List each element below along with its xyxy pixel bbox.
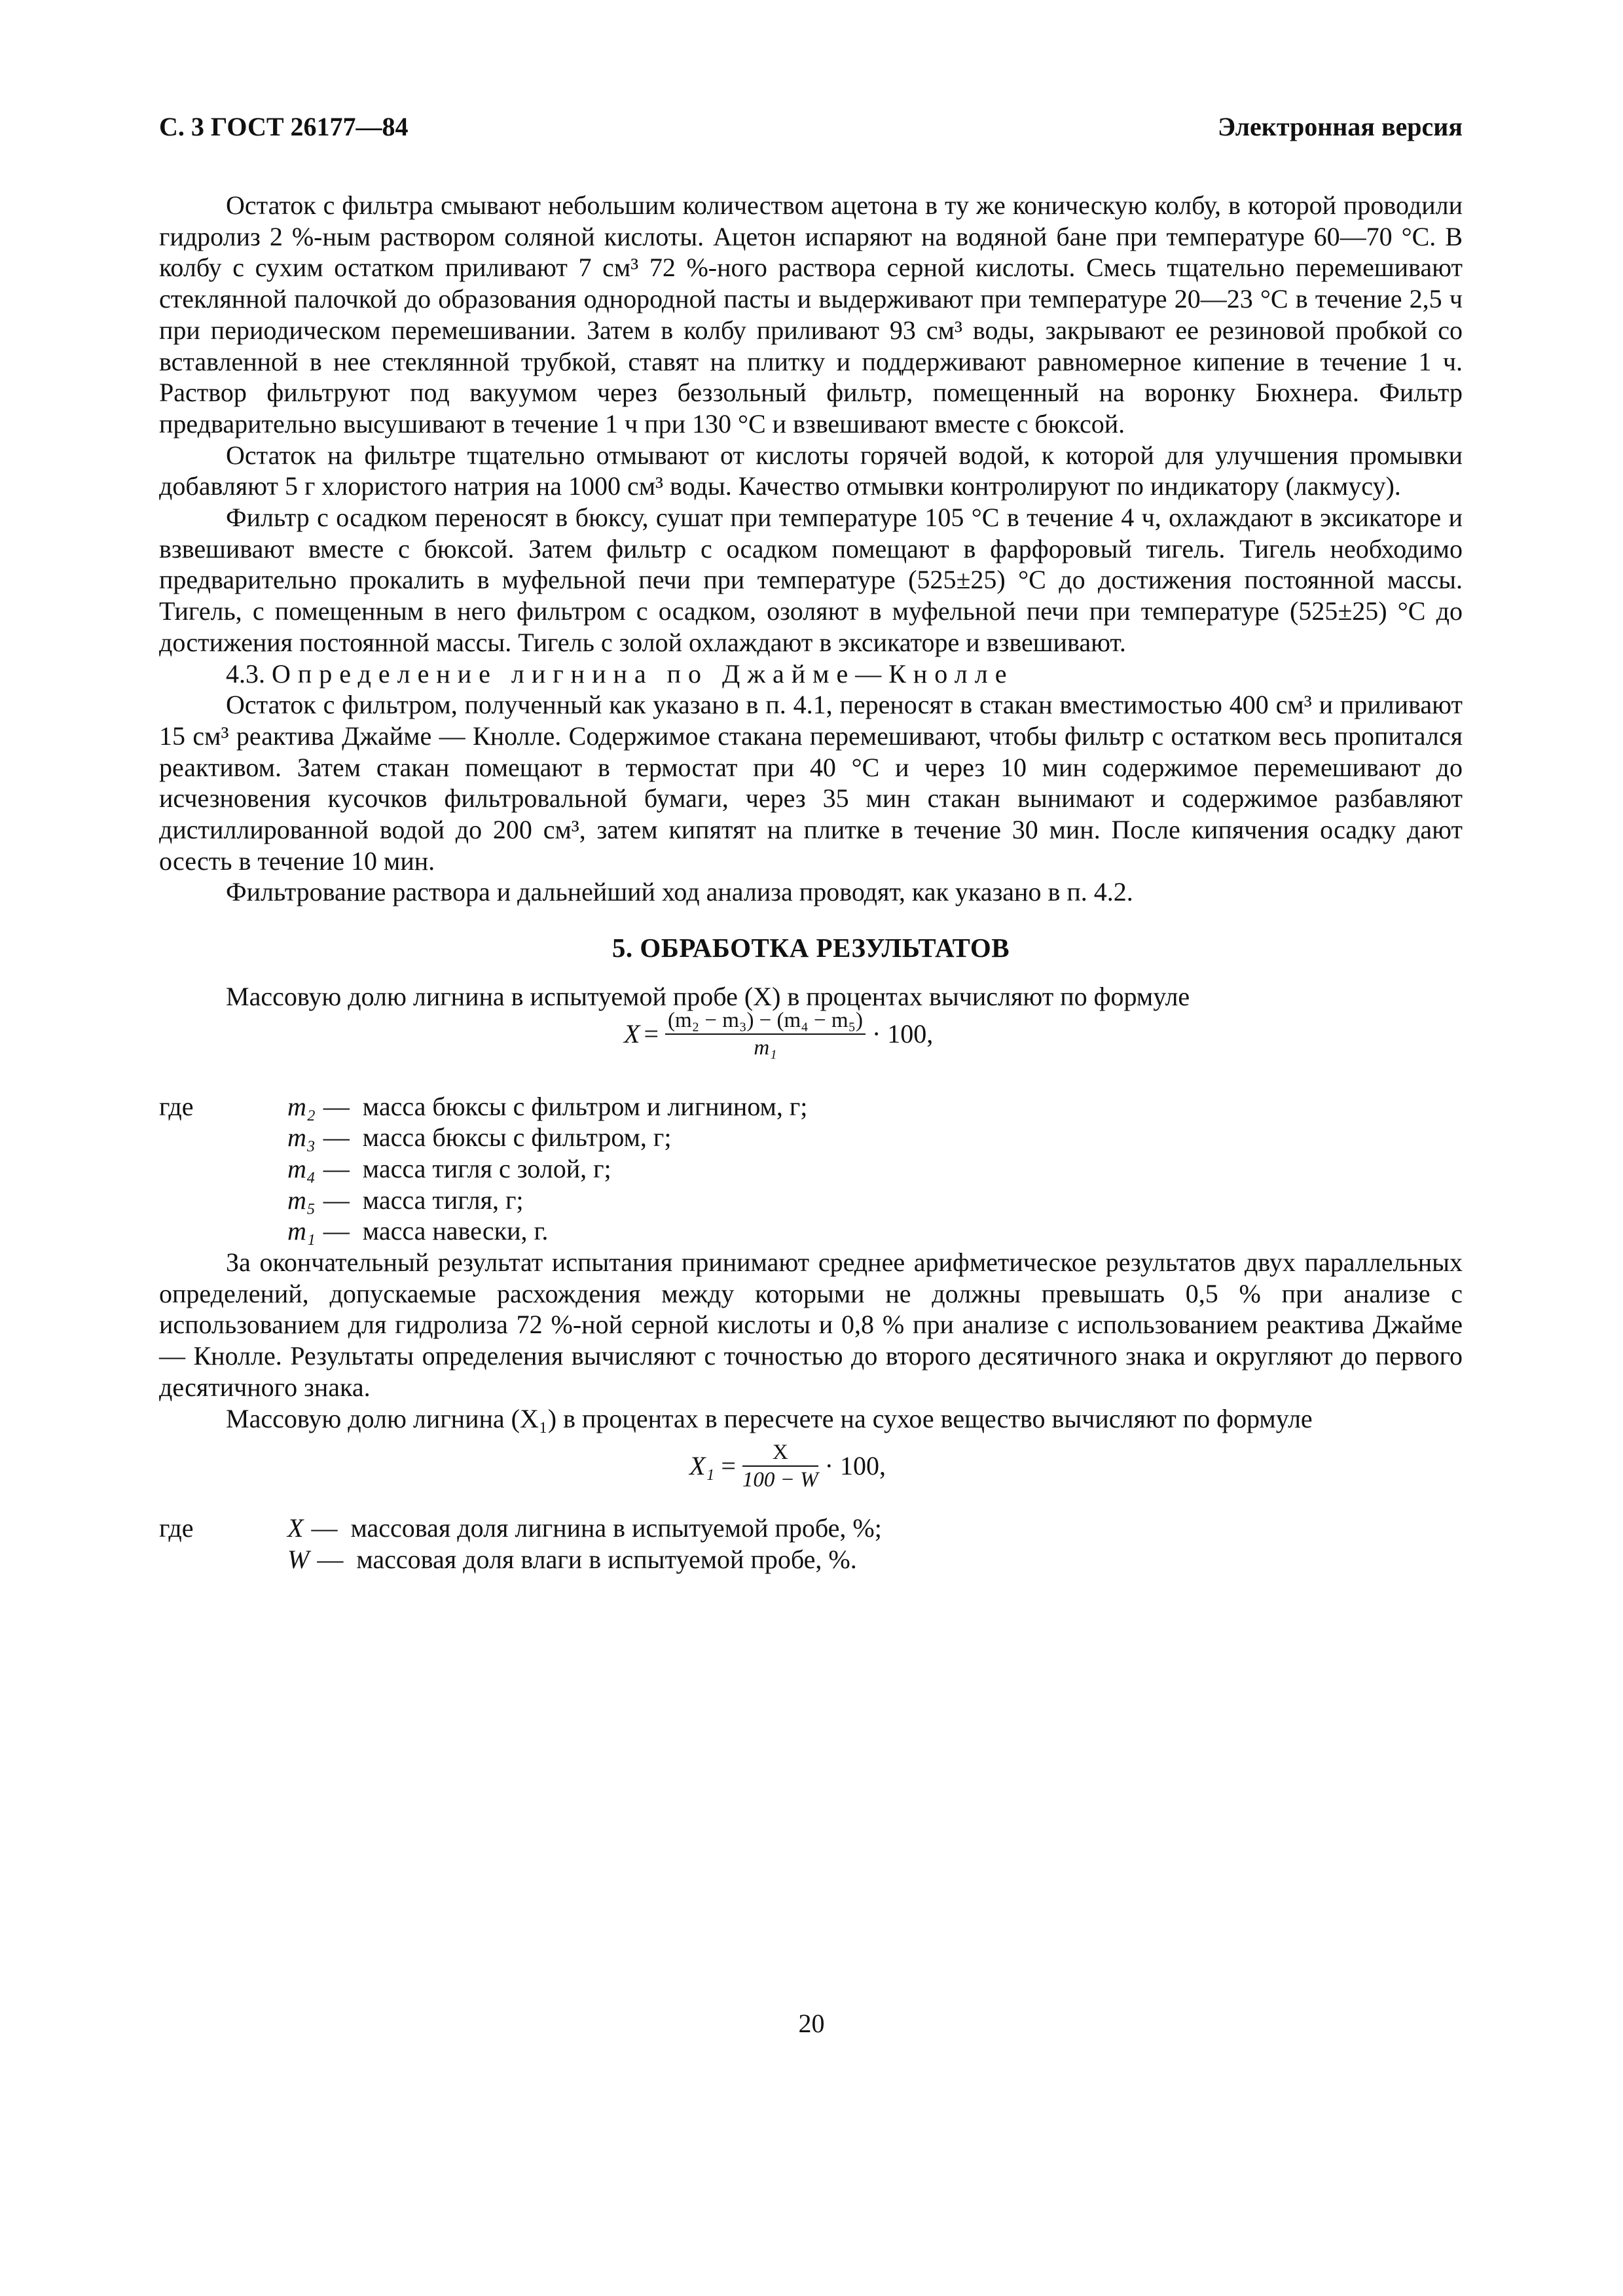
document-body [159, 190, 1463, 1575]
legend-dash: — [317, 1544, 344, 1574]
formula-denominator: 100 − W [742, 1468, 818, 1492]
formula-fraction [742, 1439, 818, 1493]
subsection-heading [159, 658, 1463, 690]
legend-row [159, 1153, 1463, 1185]
legend-text: масса тигля с золой, г; [362, 1153, 611, 1183]
paragraph: Остаток на фильтре тщательно отмывают от кислоты горячей водой, к которой для улучшения промывки добавляют 5 г хлористого натрия на 1000 см³ воды. Качество отмывки контролируют по индикатору (лакмусу). [159, 440, 1463, 501]
legend-row [159, 1215, 1463, 1247]
legend-dash: — [323, 1185, 350, 1215]
legend-text: массовая доля влаги в испытуемой пробе, %. [356, 1544, 857, 1574]
legend-symbol: m₃ [287, 1122, 316, 1153]
legend-dash: — [323, 1122, 350, 1153]
formula-equals: = [644, 1018, 659, 1049]
legend-row [159, 1091, 1463, 1122]
paragraph: Фильтр с осадком переносят в бюксу, сушат при температуре 105 °С в течение 4 ч, охлаждают в эксикаторе и взвешивают вместе с бюксой. Затем фильтр с осадком помещают в фарфоровый тигель. Тигель необходимо предварительно прокалить в муфельной печи при температуре (525±25) °С до достижения постоянной массы. Тигель, с помещенным в него фильтром с осадком, озоляют в муфельной печи при температуре (525±25) °С до достижения постоянной массы. Тигель с золой охлаждают в эксикаторе и взвешивают. [159, 503, 1463, 657]
page-number: 20 [798, 2009, 825, 2038]
document-page [159, 111, 1463, 1574]
legend-dash: — [323, 1216, 350, 1246]
paragraph: Остаток с фильтром, полученный как указано в п. 4.1, переносят в стакан вместимостью 400 см³ и приливают 15 см³ реактива Джайме — Кнолле. Содержимое стакана перемешивают, чтобы фильтр с остатком весь пропитался реактивом. Затем стакан помещают в термостат при 40 °С и через 10 мин содержимое перемешивают до исчезновения кусочков фильтровальной бумаги, через 35 мин стакан вынимают и содержимое разбавляют дистиллированной водой до 200 см³, затем кипятят на плитке в течение 30 мин. После кипячения осадку дают осесть в течение 10 мин. [159, 690, 1463, 876]
header-edition-label: Электронная версия [1217, 112, 1463, 141]
legend-row [159, 1122, 1463, 1153]
formula-lignin [159, 1008, 1463, 1091]
page-header [159, 111, 1463, 151]
formula-numerator: X [772, 1441, 788, 1465]
legend-text: масса бюксы с фильтром, г; [362, 1122, 672, 1153]
legend-lead: где [159, 1091, 194, 1121]
legend-text: масса бюксы с фильтром и лигнином, г; [362, 1091, 808, 1121]
legend-dash: — [311, 1513, 338, 1543]
legend-symbol: m₂ [287, 1091, 316, 1121]
legend-symbol: m₅ [287, 1185, 316, 1215]
formula-fraction [665, 1007, 866, 1061]
legend-text: масса навески, г. [362, 1216, 549, 1246]
formula-lignin-dry [159, 1434, 1463, 1513]
paragraph: Фильтрование раствора и дальнейший ход анализа проводят, как указано в п. 4.2. [226, 877, 1133, 907]
legend-text: масса тигля, г; [362, 1185, 524, 1215]
legend-lead: где [159, 1513, 194, 1543]
formula-equals: = [721, 1451, 736, 1481]
formula-tail: · 100, [824, 1451, 886, 1481]
legend-text: массовая доля лигнина в испытуемой пробе, %; [350, 1513, 882, 1543]
formula-tail: · 100, [871, 1018, 934, 1049]
legend-symbol: m₁ [287, 1216, 316, 1246]
paragraph: Остаток с фильтра смывают небольшим количеством ацетона в ту же коническую колбу, в которой проводили гидролиз 2 %-ным раствором соляной кислоты. Ацетон испаряют на водяной бане при температуре 60—70 °С. В колбу с сухим остатком приливают 7 см³ 72 %-ного раствора серной кислоты. Смесь тщательно перемешивают стеклянной палочкой до образования однородной пасты и выдерживают при температуре 20—23 °С в течение 2,5 ч при периодическом перемешивании. Затем в колбу приливают 93 см³ воды, закрывают ее резиновой пробкой со вставленной в нее стеклянной трубкой, ставят на плитку и поддерживают равномерное кипение в течение 1 ч. Раствор фильтруют под вакуумом через беззольный фильтр, помещенный на воронку Бюхнера. Фильтр предварительно высушивают в течение 1 ч при 130 °С и взвешивают вместе с бюксой. [159, 190, 1463, 439]
formula-lhs: X₁ [689, 1451, 715, 1481]
legend-symbol: W [287, 1544, 310, 1574]
legend-symbol: X [287, 1513, 304, 1543]
legend-row [159, 1544, 1463, 1575]
legend-row [159, 1185, 1463, 1216]
legend-dash: — [323, 1153, 350, 1183]
formula-denominator: m₁ [754, 1035, 777, 1060]
formula-intro: Массовую долю лигнина (X₁) в процентах в пересчете на сухое вещество вычисляют по формуле [226, 1403, 1313, 1433]
formula-lhs: X [624, 1018, 640, 1049]
formula-numerator: (m₂ − m₃) − (m₄ − m₅) [668, 1008, 863, 1032]
formula-intro: Массовую долю лигнина в испытуемой пробе (X) в процентах вычисляют по формуле [226, 981, 1190, 1011]
paragraph: За окончательный результат испытания принимают среднее арифметическое результатов двух параллельных определений, допускаемые расхождения между которыми не должны превышать 0,5 % при анализе с использованием для гидролиза 72 %-ной серной кислоты и 0,8 % при анализе с использованием реактива Джайме — Кнолле. Результаты определения вычисляют с точностью до второго десятичного знака и округляют до первого десятичного знака. [159, 1247, 1463, 1402]
legend-1 [159, 1091, 1463, 1247]
legend-row [159, 1513, 1463, 1544]
section-title: 5. ОБРАБОТКА РЕЗУЛЬТАТОВ [611, 933, 1010, 963]
legend-2 [159, 1513, 1463, 1575]
subsection-title: Определение лигнина по Джайме—Кнолле [272, 658, 1014, 689]
subsection-number: 4.3. [226, 658, 265, 689]
legend-symbol: m₄ [287, 1153, 316, 1183]
legend-dash: — [323, 1091, 350, 1121]
header-standard-ref: С. 3 ГОСТ 26177—84 [159, 112, 409, 141]
